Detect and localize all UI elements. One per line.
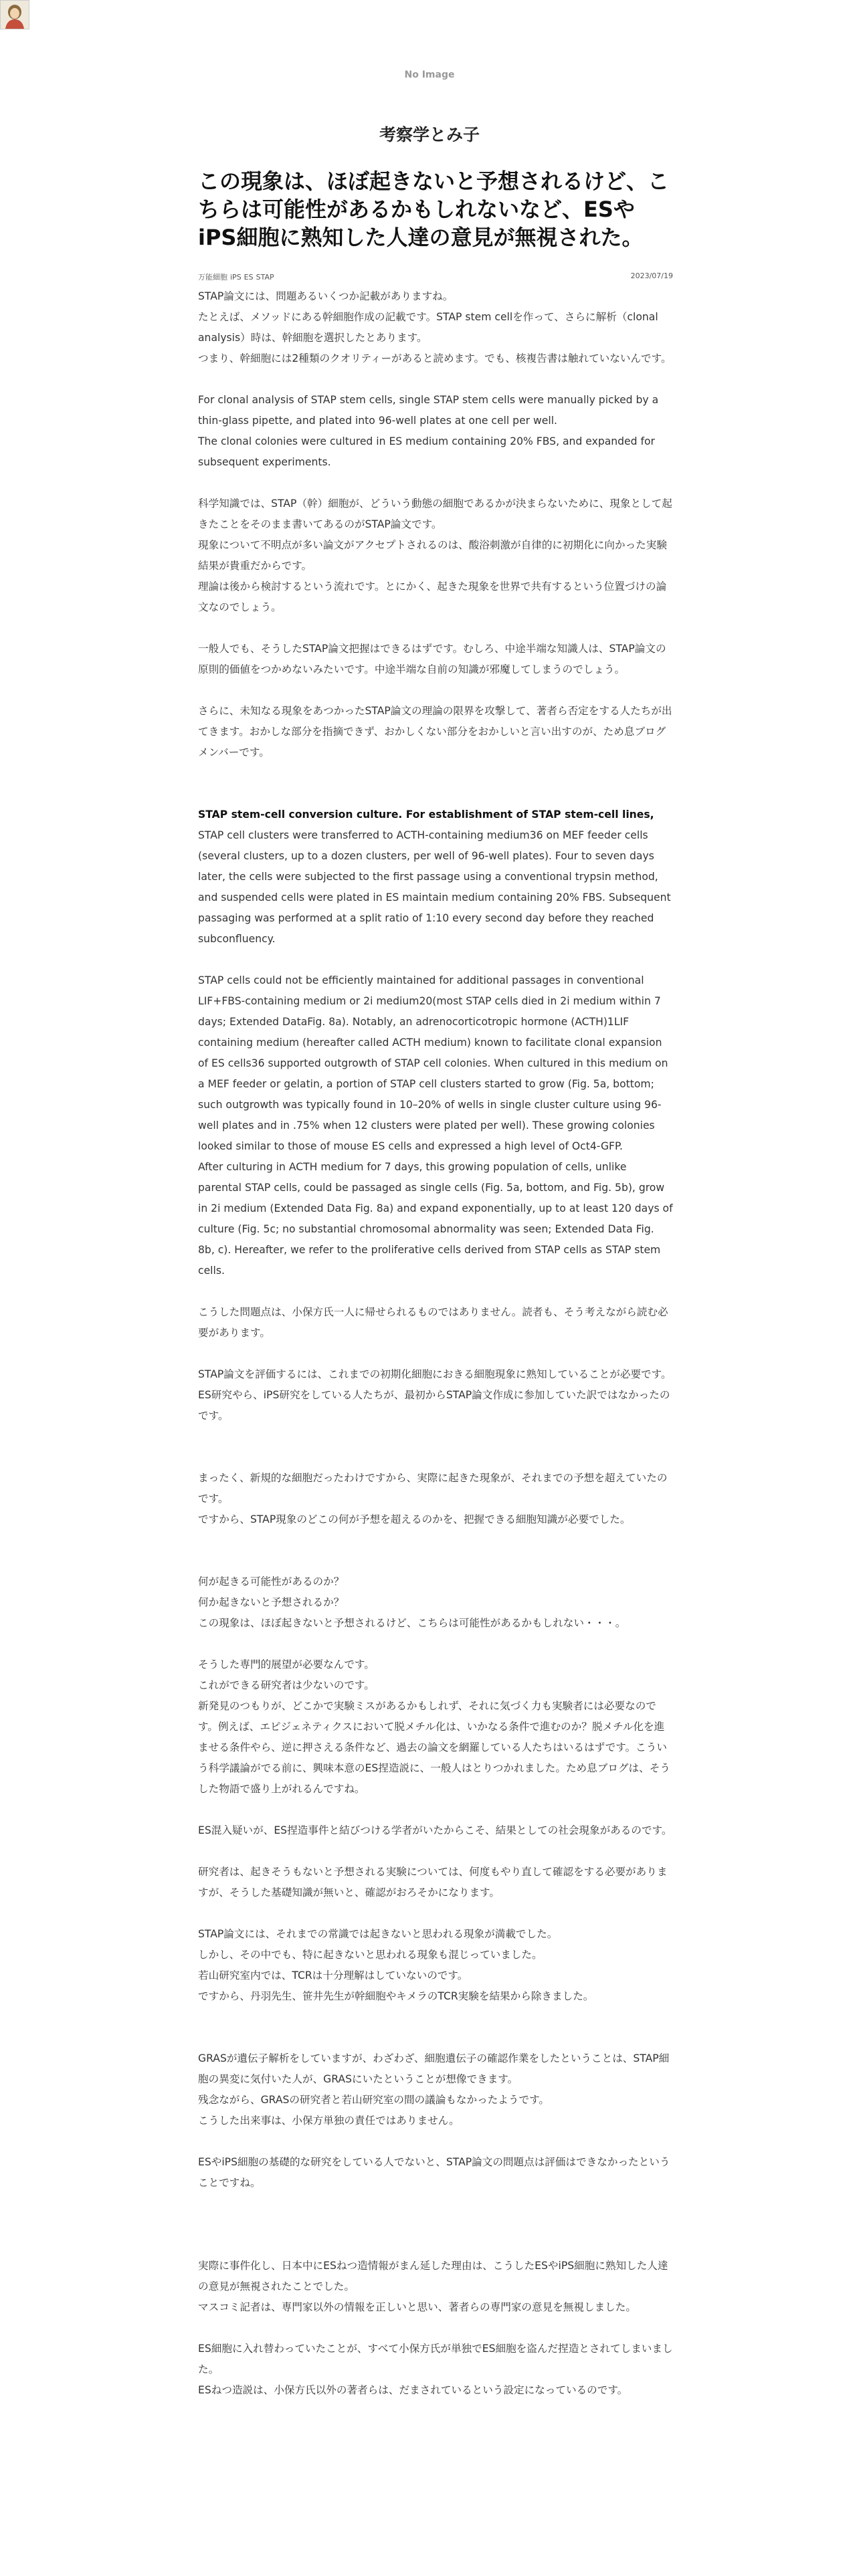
avatar[interactable]	[0, 0, 29, 29]
post-paragraph	[198, 1281, 673, 1302]
article	[198, 163, 673, 2401]
post-paragraph	[198, 1800, 673, 1820]
post-paragraph: STAP cells could not be efficiently maintained for additional passages in conventional LIF+FBS-containing medium or 2i medium20(most STAP cells died in 2i medium within 7 days; Extended DataFig. 8a). Notably, an adrenocorticotropic hormone (ACTH)1LIF containing medium (hereafter called ACTH medium) known to facilitate clonal expansion of ES cells36 supported outgrowth of STAP cell colonies. When cultured in this medium on a MEF feeder or gelatin, a portion of STAP cell clusters started to grow (Fig. 5a, bottom; such outgrowth was typically found in 10–20% of wells in single cluster culture using 96-well plates and in .75% when 12 clusters were plated per well). These growing colonies looked similar to those of mouse ES cells and expressed a high level of Oct4-GFP.	[198, 974, 668, 1152]
post-paragraph: ES混入疑いが、ES捏造事件と結びつける学者がいたからこそ、結果としての社会現象があるのです。	[198, 1824, 672, 1836]
post-paragraph: まったく、新規的な細胞だったわけですから、実際に起きた現象が、それまでの予想を超えていたのです。	[198, 1472, 668, 1505]
category-link[interactable]: 万能細胞	[198, 273, 227, 282]
post-paragraph	[198, 1841, 673, 1862]
post-paragraph: 何が起きる可能性があるのか？	[198, 1576, 345, 1588]
post-paragraph: STAP cell clusters were transferred to ACTH-containing medium36 on MEF feeder cells (several clusters, up to a dozen clusters, per well of 96-well plates). Four to seven days later, the cells were subjected to the first passage using a conventional trypsin method, and suspended cells were plated in ES maintain medium containing 20% FBS. Subsequent passaging was performed at a split ratio of 1:10 every second day before they reached subconfluency.	[198, 829, 671, 945]
post-paragraph: GRASが遺伝子解析をしていますが、わざわざ、細胞遺伝子の確認作業をしたということは、STAP細胞の異変に気付いた人が、GRASにいたということが想像できます。	[198, 2052, 670, 2085]
post-paragraph	[198, 1634, 673, 1654]
post-paragraph: しかし、その中でも、特に起きないと思われる現象も混じっていました。	[198, 1949, 543, 1961]
post-paragraph	[198, 618, 673, 639]
post-paragraph: 理論は後から検討するという流れです。とにかく、起きた現象を世界で共有するという位置づけの論文なのでしょう。	[198, 580, 667, 613]
post-meta	[198, 272, 673, 282]
post-paragraph	[198, 1344, 673, 1364]
post-paragraph	[198, 784, 673, 804]
post-categories	[198, 272, 277, 282]
post-paragraph: ESねつ造説は、小保方氏以外の著者らは、だまされているという設定になっているのです。	[198, 2384, 628, 2396]
blog-title[interactable]: 考察学とみ子	[379, 125, 480, 144]
post-paragraph	[198, 2214, 673, 2235]
post-paragraph: STAP論文には、問題あるいくつか記載がありますね。	[198, 290, 454, 302]
post-paragraph	[198, 2318, 673, 2339]
post-paragraph: 実際に事件化し、日本中にESねつ造情報がまん延した理由は、こうしたESやiPS細胞に熟知した人達の意見が無視されたことでした。	[198, 2260, 668, 2292]
post-paragraph: マスコミ記者は、専門家以外の情報を正しいと思い、著者らの専門家の意見を無視しました。	[198, 2301, 636, 2313]
post-paragraph: 何か起きないと予想されるか？	[198, 1596, 345, 1608]
post-paragraph: ですから、丹羽先生、笹井先生が幹細胞やキメラのTCR実験を結果から除きました。	[198, 1990, 594, 2002]
post-paragraph: こうした出来事は、小保方単独の責任ではありません。	[198, 2115, 460, 2127]
post-paragraph: STAP stem-cell conversion culture. For establishment of STAP stem-cell lines,	[198, 809, 654, 821]
post-paragraph: 研究者は、起きそうもないと予想される実験については、何度もやり直して確認をする必要がありますが、そうした基礎知識が無いと、確認がおろそかになります。	[198, 1866, 668, 1899]
post-paragraph: 科学知識では、STAP（幹）細胞が、どういう動態の細胞であるかが決まらないために、現象として起きたことをそのまま書いてあるのがSTAP論文です。	[198, 498, 672, 530]
post-paragraph	[198, 2235, 673, 2256]
post-paragraph: そうした専門的展望が必要なんです。	[198, 1658, 375, 1671]
post-title: この現象は、ほぼ起きないと予想されるけど、こちらは可能性があるかもしれないなど、ESやiPS細胞に熟知した人達の意見が無視された。	[198, 169, 670, 250]
post-paragraph: 現象について不明点が多い論文がアクセプトされるのは、酸浴刺激が自律的に初期化に向かった実験結果が貴重だからです。	[198, 539, 667, 572]
post-paragraph: ES研究やら、iPS研究をしている人たちが、最初からSTAP論文作成に参加していた訳ではなかったのです。	[198, 1389, 670, 1422]
post-paragraph: これができる研究者は少ないのです。	[198, 1679, 375, 1691]
post-date: 2023/07/19	[630, 272, 673, 280]
post-paragraph: さらに、未知なる現象をあつかったSTAP論文の理論の限界を攻撃して、著者ら否定をする人たちが出てきます。おかしな部分を指摘できず、おかしくない部分をおかしいと言い出すのが、ため息ブログメンバーです。	[198, 705, 672, 758]
post-paragraph: The clonal colonies were cultured in ES medium containing 20% FBS, and expanded for subsequent experiments.	[198, 435, 655, 468]
post-paragraph	[198, 1426, 673, 1447]
post-paragraph: 一般人でも、そうしたSTAP論文把握はできるはずです。むしろ、中途半端な知識人は、STAP論文の原則的価値をつかめないみたいです。中途半端な自前の知識が邪魔してしまうのでしょう。	[198, 643, 666, 675]
post-paragraph	[198, 473, 673, 494]
post-paragraph: For clonal analysis of STAP stem cells, single STAP stem cells were manually picked by a thin-glass pipette, and plated into 96-well plates at one cell per well.	[198, 394, 659, 427]
post-paragraph	[198, 369, 673, 390]
post-paragraph: STAP論文を評価するには、これまでの初期化細胞におきる細胞現象に熟知していることが必要です。	[198, 1368, 672, 1380]
user-avatar-icon	[1, 1, 29, 29]
post-paragraph	[198, 2193, 673, 2214]
post-paragraph: STAP論文には、それまでの常識では起きないと思われる現象が満載でした。	[198, 1928, 558, 1940]
post-paragraph: たとえば、メソッドにある幹細胞作成の記載です。STAP stem cellを作って、さらに解析（clonal analysis）時は、幹細胞を選択したとあります。	[198, 311, 658, 344]
post-paragraph	[198, 950, 673, 970]
category-link[interactable]: iPS	[230, 273, 242, 282]
post-paragraph: After culturing in ACTH medium for 7 days, this growing population of cells, unlike parental STAP cells, could be passaged as single cells (Fig. 5a, bottom, and Fig. 5b), grow in 2i medium (Extended Data Fig. 8a) and expand exponentially, up to at least 120 days of culture (Fig. 5c; no substantial chromosomal abnormality was seen; Extended Data Fig. 8b, c). Hereafter, we refer to the proliferative cells derived from STAP cells as STAP stem cells.	[198, 1161, 673, 1277]
post-paragraph: 新発見のつもりが、どこかで実験ミスがあるかもしれず、それに気づく力も実験者には必要なのです。例えば、エピジェネティクスにおいて脱メチル化は、いかなる条件で進むのか？脱メチル化を進ませる条件やら、逆に押さえる条件など、過去の論文を網羅している人たちはいるはずです。こういう科学議論がでる前に、興味本意のES捏造説に、一般人はとりつかれました。ため息ブログは、そうした物語で盛り上がれるんですね。	[198, 1700, 670, 1795]
post-body	[198, 286, 673, 2401]
post-paragraph	[198, 2131, 673, 2152]
post-paragraph: ESやiPS細胞の基礎的な研究をしている人でないと、STAP論文の問題点は評価はできなかったということですね。	[198, 2156, 670, 2189]
post-paragraph: この現象は、ほぼ起きないと予想されるけど、こちらは可能性があるかもしれない・・・。	[198, 1617, 626, 1629]
post-paragraph	[198, 2007, 673, 2028]
post-paragraph	[198, 680, 673, 701]
post-paragraph: つまり、幹細胞には2種類のクオリティーがあると読めます。でも、核複告書は触れていないんです。	[198, 352, 672, 364]
post-paragraph	[198, 1551, 673, 1572]
post-paragraph: ですから、STAP現象のどこの何が予想を超えるのかを、把握できる細胞知識が必要でした。	[198, 1513, 631, 1525]
category-link[interactable]: STAP	[256, 273, 274, 282]
post-paragraph	[198, 1447, 673, 1468]
post-paragraph: ES細胞に入れ替わっていたことが、すべて小保方氏が単独でES細胞を盗んだ捏造とされてしまいました。	[198, 2343, 673, 2375]
post-paragraph: 残念ながら、GRASの研究者と若山研究室の間の議論もなかったようです。	[198, 2094, 550, 2106]
post-paragraph	[198, 1903, 673, 1924]
category-link[interactable]: ES	[244, 273, 254, 282]
post-paragraph: こうした問題点は、小保方氏一人に帰せられるものではありません。読者も、そう考えながら読む必要があります。	[198, 1306, 668, 1339]
post-paragraph	[198, 763, 673, 784]
post-paragraph	[198, 1530, 673, 1551]
post-paragraph: 若山研究室内では、TCRは十分理解はしていないのです。	[198, 1969, 468, 1981]
no-image-placeholder: No Image	[404, 70, 455, 80]
post-paragraph	[198, 2028, 673, 2048]
